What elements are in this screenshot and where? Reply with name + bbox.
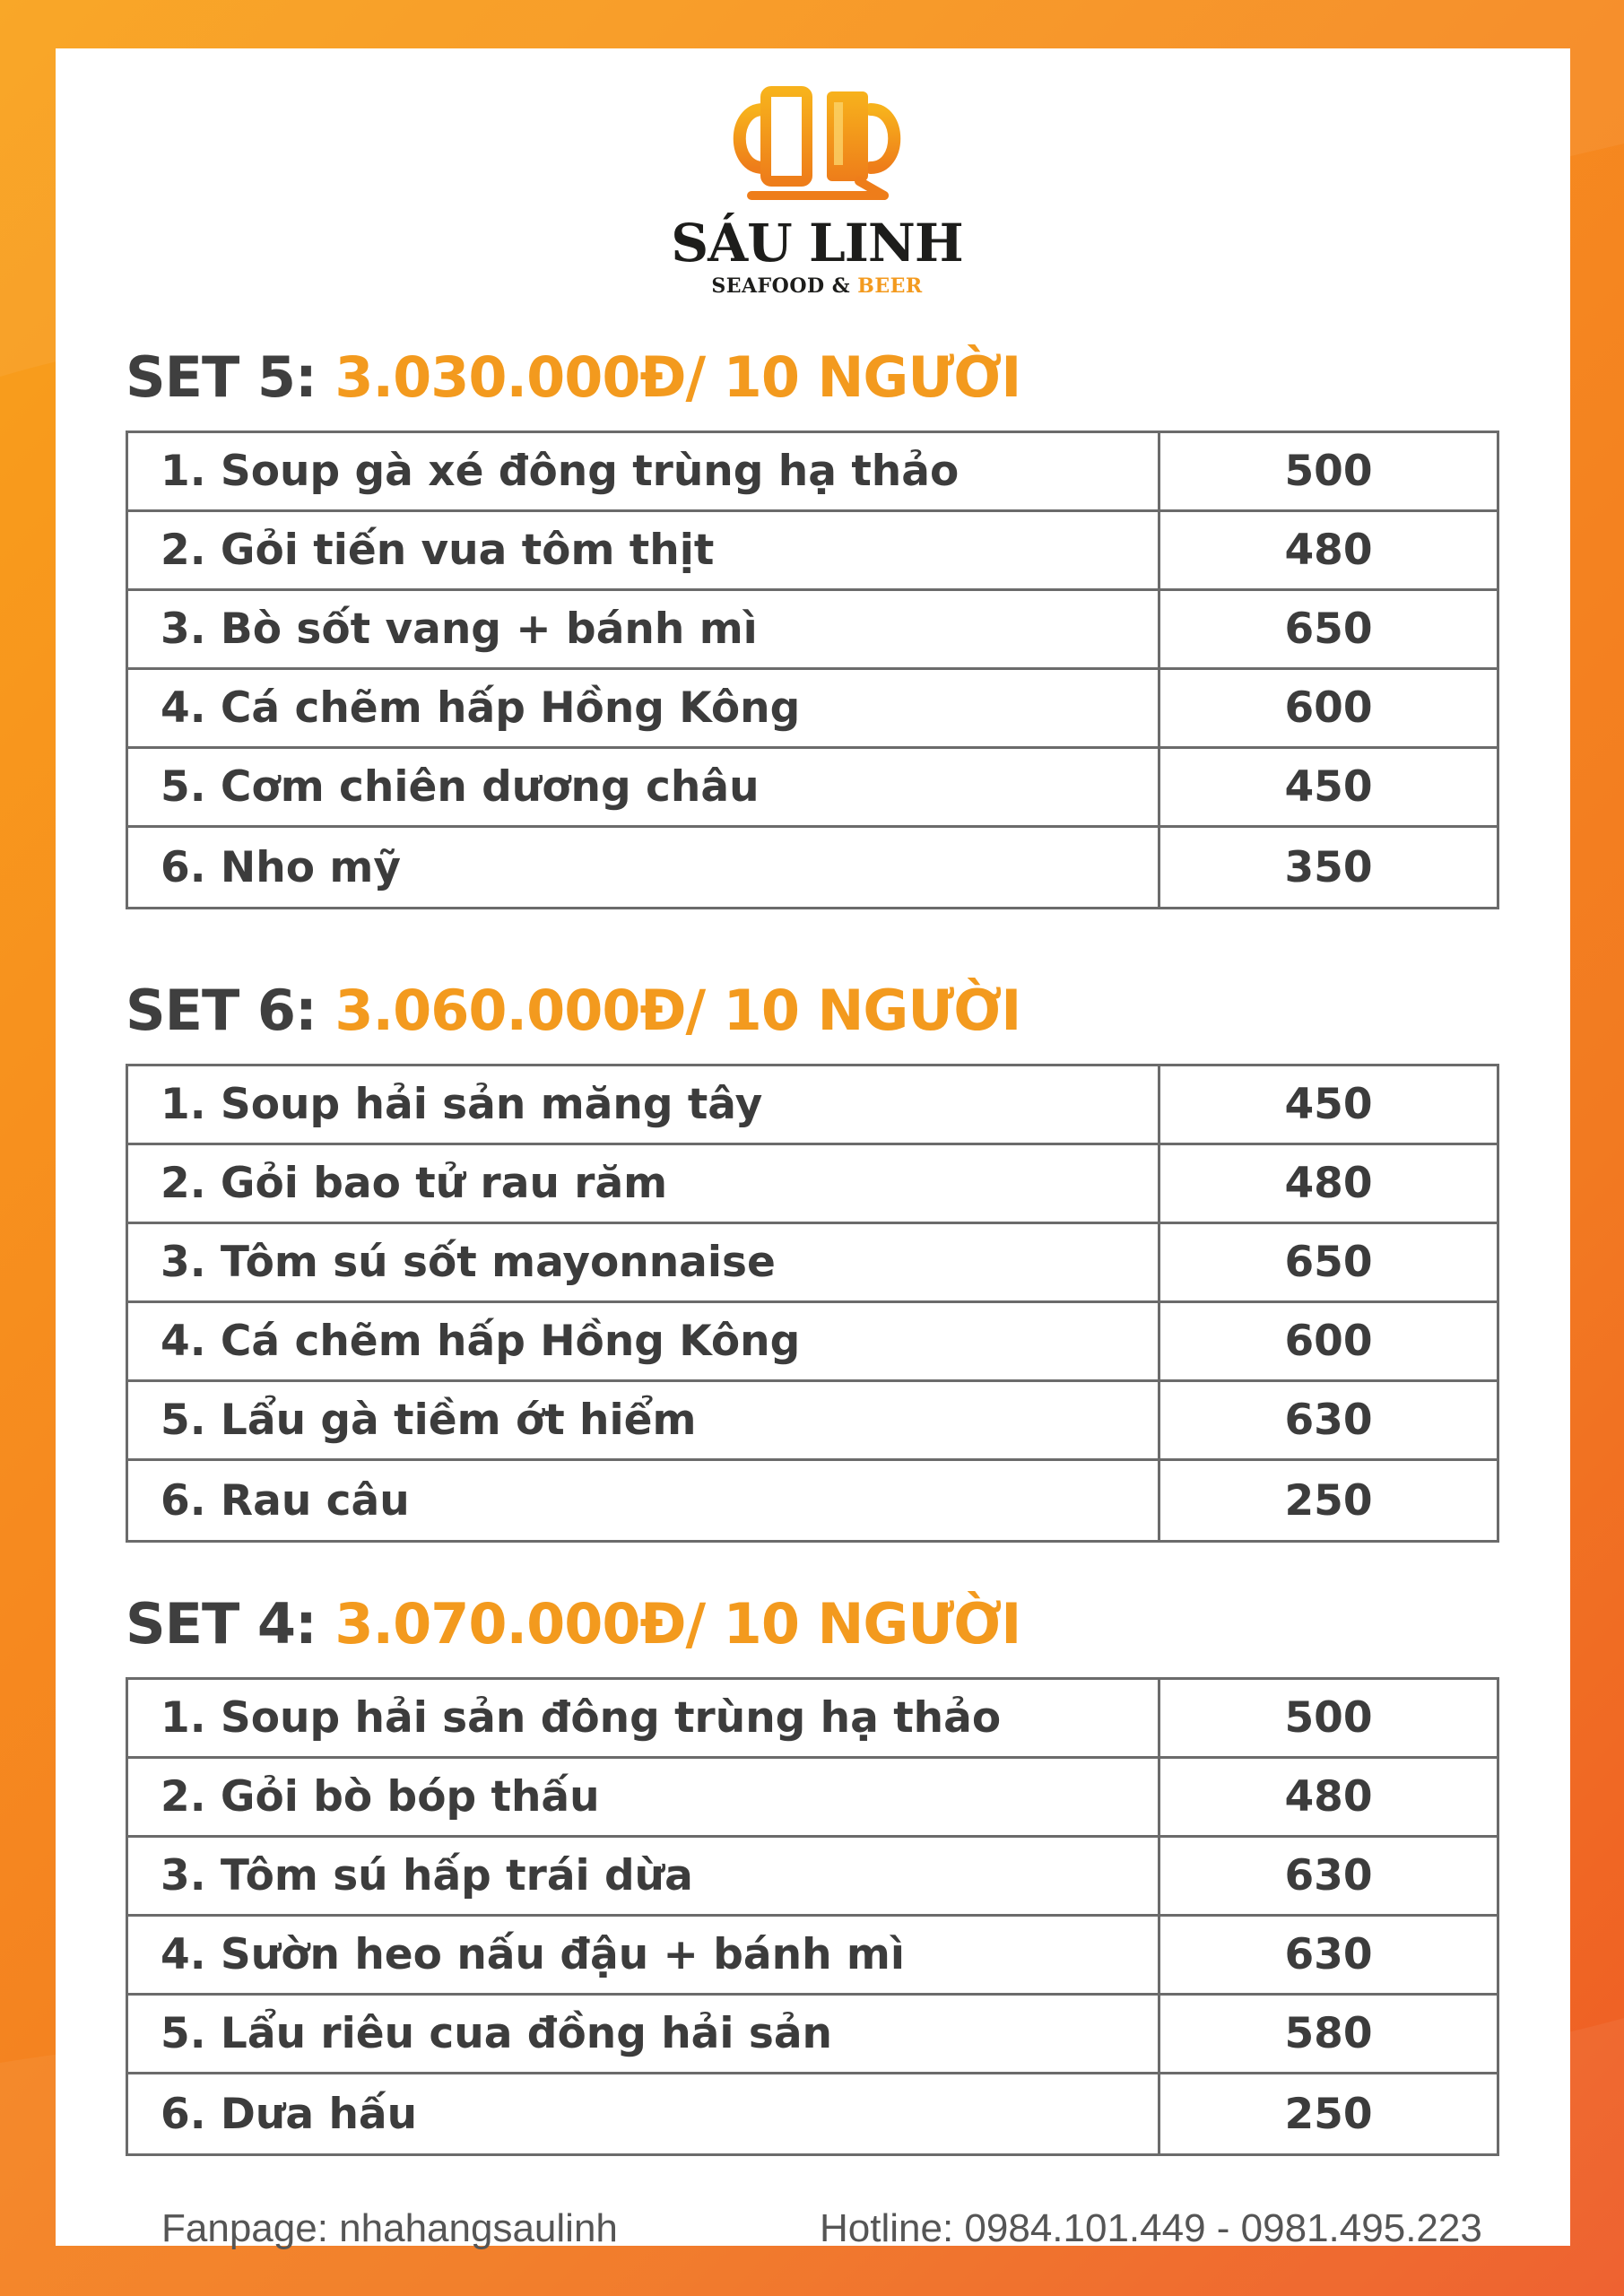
- item-price: 250: [1284, 2089, 1373, 2139]
- item-name: 2. Gỏi bao tử rau răm: [128, 1145, 1160, 1222]
- item-price: 500: [1284, 1693, 1373, 1743]
- beer-mug-icon: [669, 83, 965, 217]
- fanpage-text: Fanpage: nhahangsaulinh: [161, 2206, 618, 2250]
- table-row: [128, 1224, 1497, 1303]
- set-label: SET 5:: [126, 344, 317, 410]
- table-row: [128, 1917, 1497, 1996]
- item-price: 630: [1284, 1930, 1373, 1979]
- item-name: 1. Soup gà xé đông trùng hạ thảo: [128, 433, 1160, 509]
- item-price: 250: [1284, 1475, 1373, 1526]
- set-title: [126, 1591, 1021, 1657]
- table-row: [128, 1680, 1497, 1759]
- table-row: [128, 1838, 1497, 1917]
- set-price: 3.030.000Đ/ 10 NGƯỜI: [334, 344, 1021, 410]
- menu-card: [56, 48, 1570, 2250]
- table-row: [128, 1759, 1497, 1838]
- item-name: 2. Gỏi tiến vua tôm thịt: [128, 512, 1160, 588]
- hotline-text: Hotline: 0984.101.449 - 0981.495.223: [820, 2206, 1482, 2250]
- item-name: 5. Cơm chiên dương châu: [128, 749, 1160, 825]
- table-row: [128, 433, 1497, 512]
- item-price: 450: [1284, 762, 1373, 812]
- item-price: 450: [1284, 1080, 1373, 1129]
- set-title: [126, 978, 1021, 1043]
- table-row: [128, 749, 1497, 828]
- table-row: [128, 670, 1497, 749]
- item-price: 630: [1284, 1396, 1373, 1445]
- table-row: [128, 828, 1497, 907]
- table-row: [128, 1461, 1497, 1540]
- item-price: 480: [1284, 526, 1373, 575]
- item-price: 600: [1284, 1317, 1373, 1366]
- set-price: 3.070.000Đ/ 10 NGƯỜI: [334, 1591, 1021, 1657]
- item-price: 580: [1284, 2009, 1373, 2058]
- item-name: 1. Soup hải sản măng tây: [128, 1066, 1160, 1143]
- table-row: [128, 1996, 1497, 2074]
- item-name: 4. Cá chẽm hấp Hồng Kông: [128, 670, 1160, 746]
- table-row: [128, 1382, 1497, 1461]
- table-row: [128, 1066, 1497, 1145]
- item-name: 6. Nho mỹ: [128, 828, 1160, 907]
- item-name: 1. Soup hải sản đông trùng hạ thảo: [128, 1680, 1160, 1756]
- set-label: SET 6:: [126, 978, 317, 1043]
- table-row: [128, 591, 1497, 670]
- set-title: [126, 344, 1021, 410]
- set-label: SET 4:: [126, 1591, 317, 1657]
- item-name: 3. Tôm sú hấp trái dừa: [128, 1838, 1160, 1914]
- brand-name: SÁU LINH: [671, 213, 963, 274]
- table-row: [128, 1145, 1497, 1224]
- item-price: 480: [1284, 1772, 1373, 1822]
- item-name: 2. Gỏi bò bóp thấu: [128, 1759, 1160, 1835]
- set-table: [126, 1677, 1499, 2156]
- set-price: 3.060.000Đ/ 10 NGƯỜI: [334, 978, 1021, 1043]
- table-row: [128, 512, 1497, 591]
- brand-tagline: SEAFOOD & BEER: [711, 274, 923, 298]
- item-name: 3. Bò sốt vang + bánh mì: [128, 591, 1160, 667]
- set-table: [126, 430, 1499, 909]
- item-name: 3. Tôm sú sốt mayonnaise: [128, 1224, 1160, 1300]
- table-row: [128, 2074, 1497, 2153]
- item-name: 6. Dưa hấu: [128, 2074, 1160, 2153]
- item-name: 5. Lẩu gà tiềm ớt hiểm: [128, 1382, 1160, 1458]
- item-price: 650: [1284, 1238, 1373, 1287]
- item-price: 600: [1284, 683, 1373, 733]
- brand-logo: [669, 83, 965, 298]
- item-name: 5. Lẩu riêu cua đồng hải sản: [128, 1996, 1160, 2072]
- item-price: 650: [1284, 604, 1373, 654]
- item-name: 4. Cá chẽm hấp Hồng Kông: [128, 1303, 1160, 1379]
- table-row: [128, 1303, 1497, 1382]
- item-name: 4. Sườn heo nấu đậu + bánh mì: [128, 1917, 1160, 1993]
- item-name: 6. Rau câu: [128, 1461, 1160, 1540]
- item-price: 350: [1284, 842, 1373, 892]
- item-price: 480: [1284, 1159, 1373, 1208]
- item-price: 500: [1284, 447, 1373, 496]
- set-table: [126, 1064, 1499, 1543]
- item-price: 630: [1284, 1851, 1373, 1900]
